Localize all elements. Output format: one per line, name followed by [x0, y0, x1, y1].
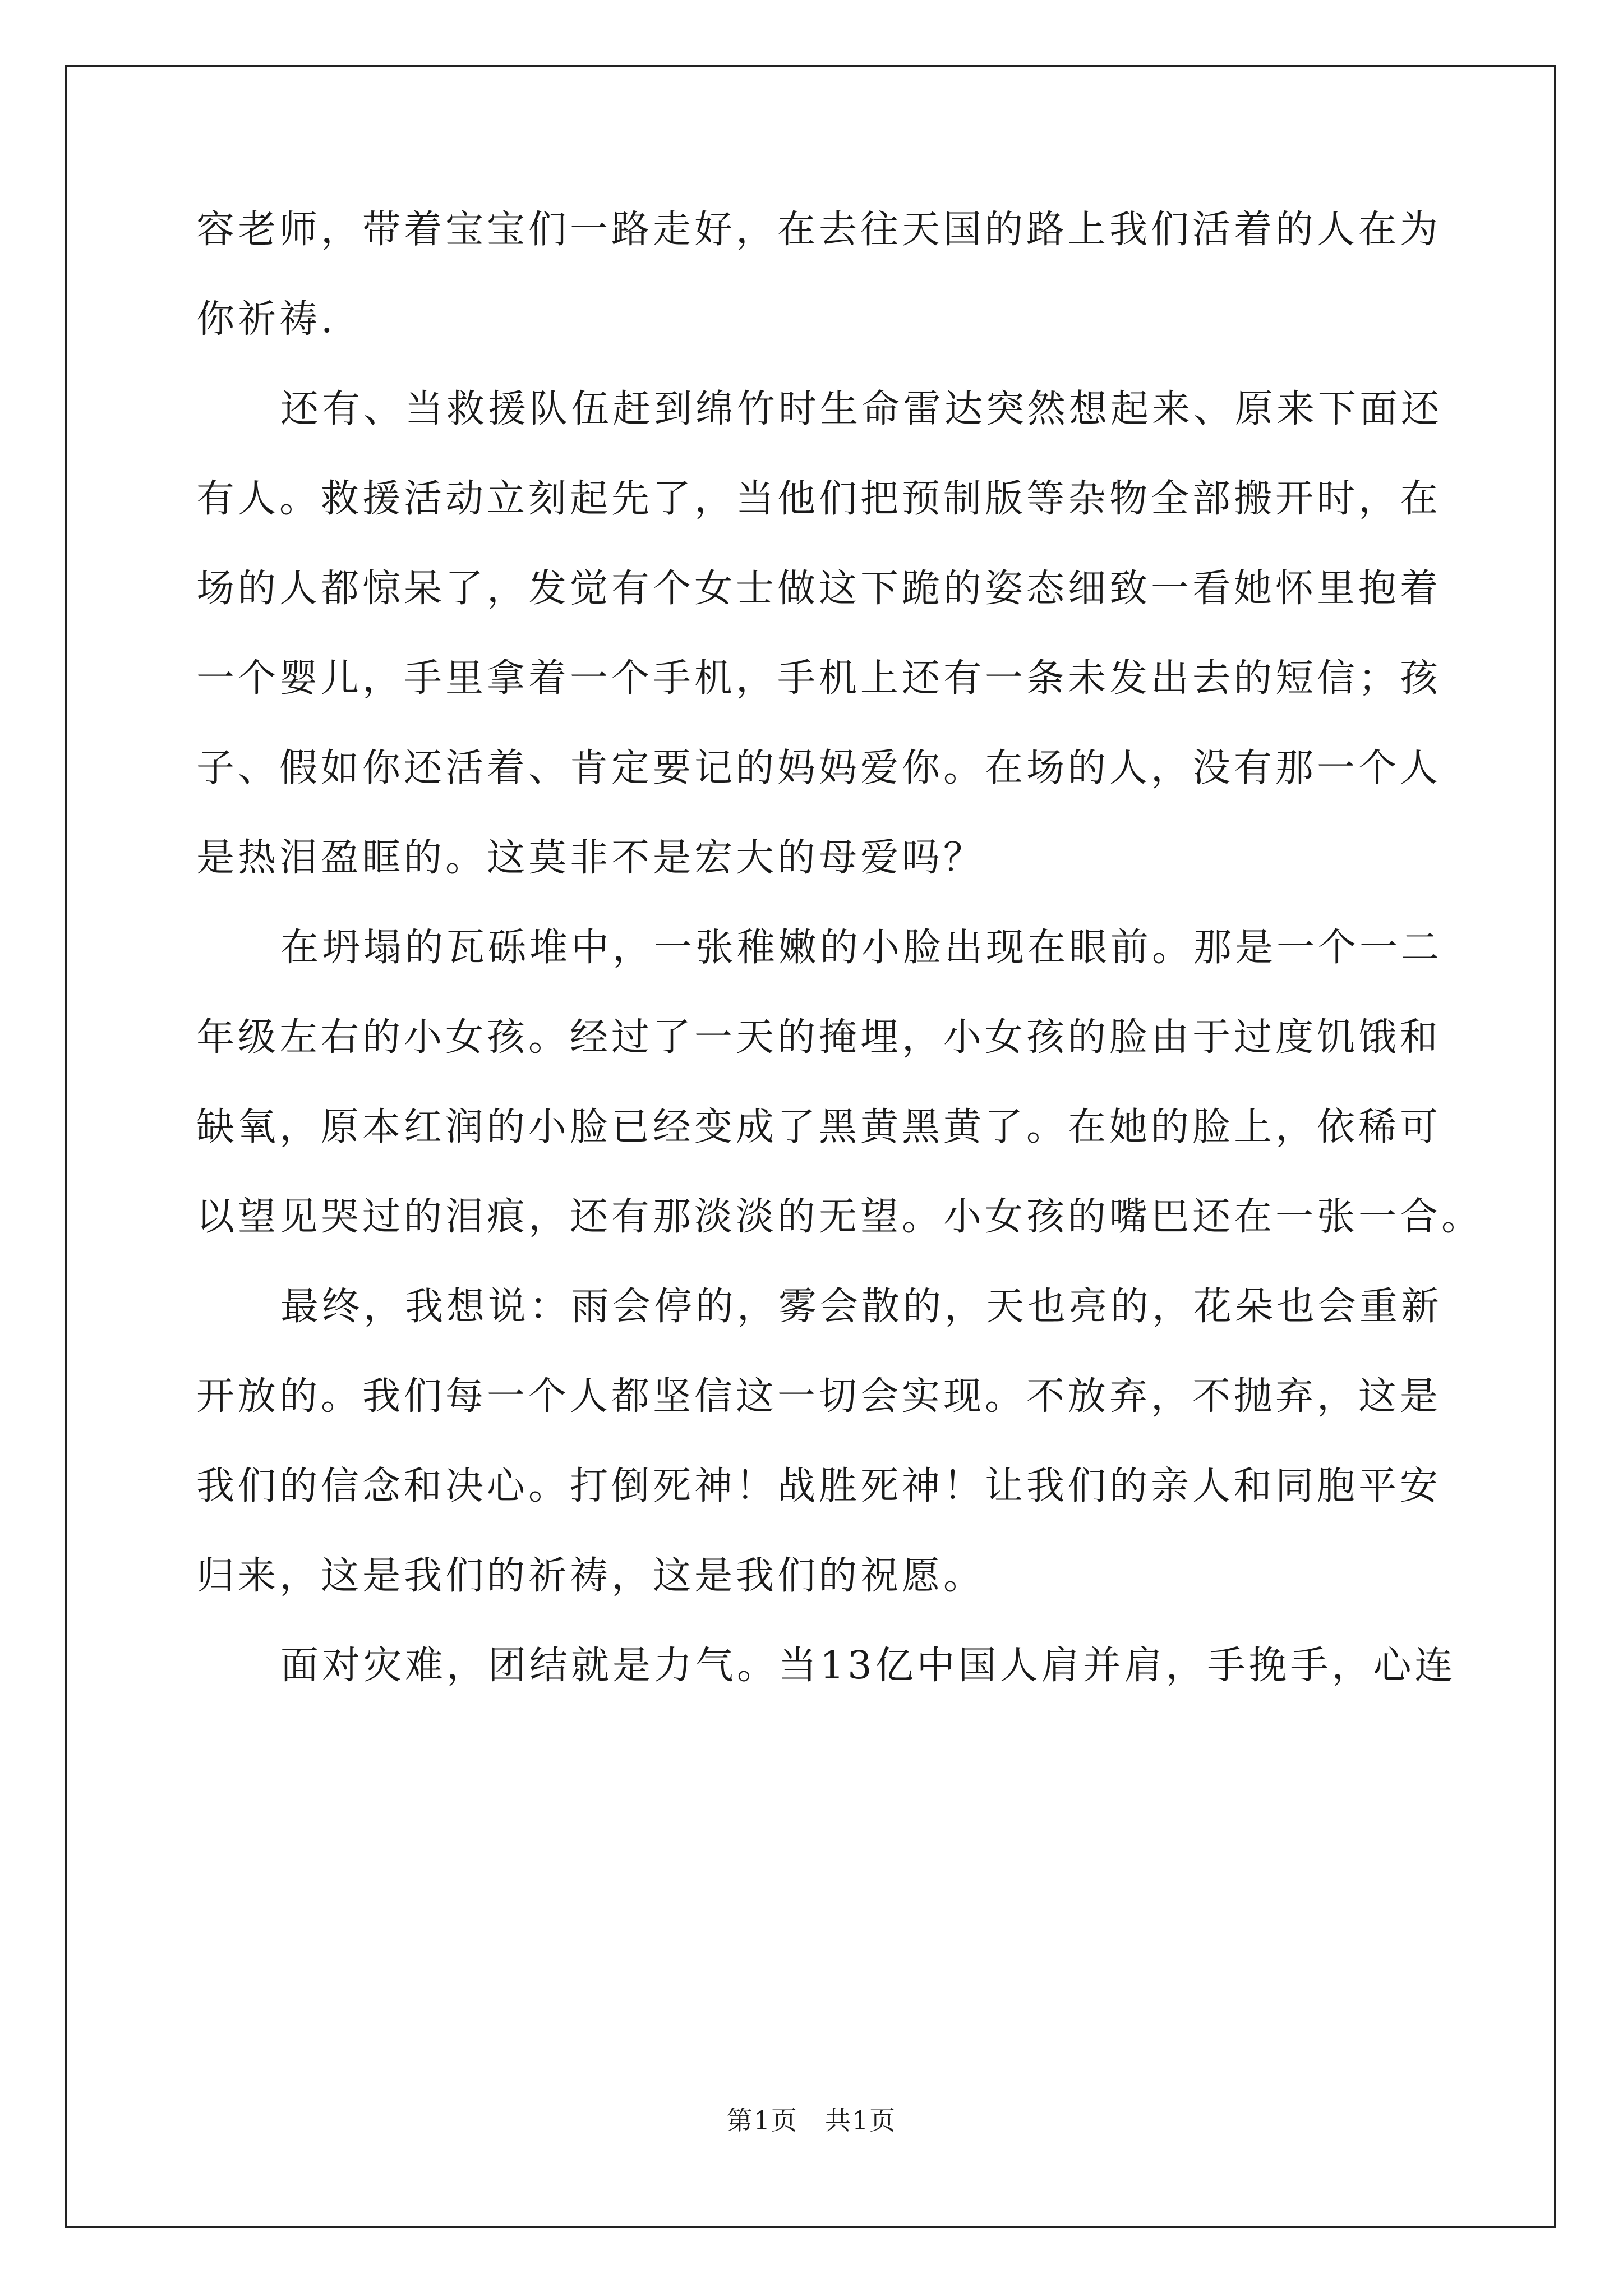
text-line: 场的人都惊呆了，发觉有个女士做这下跪的姿态细致一看她怀里抱着 — [196, 567, 1442, 611]
paragraph-start-line: 最终，我想说：雨会停的，雾会散的，天也亮的，花朵也会重新 — [280, 1285, 1443, 1329]
text-line: 一个婴儿，手里拿着一个手机，手机上还有一条未发出去的短信；孩 — [196, 656, 1442, 701]
text-line: 年级左右的小女孩。经过了一天的掩埋，小女孩的脸由于过度饥饿和 — [196, 1015, 1442, 1060]
text-line: 以望见哭过的泪痕，还有那淡淡的无望。小女孩的嘴巴还在一张一合。 — [196, 1195, 1483, 1239]
page-total: 共1页 — [825, 2105, 897, 2136]
text-line: 容老师，带着宝宝们一路走好，在去往天国的路上我们活着的人在为 — [196, 208, 1442, 252]
text-line: 有人。救援活动立刻起先了，当他们把预制版等杂物全部搬开时，在 — [196, 477, 1442, 521]
text-line: 子、假如你还活着、肯定要记的妈妈爱你。在场的人，没有那一个人 — [196, 746, 1442, 790]
paragraph-start-line: 在坍塌的瓦砾堆中，一张稚嫩的小脸出现在眼前。那是一个一二 — [280, 926, 1443, 970]
text-line: 开放的。我们每一个人都坚信这一切会实现。不放弃，不抛弃，这是 — [196, 1374, 1442, 1419]
page-number: 第1页 — [726, 2105, 798, 2136]
text-line: 你祈祷. — [196, 297, 336, 342]
page-footer — [0, 2105, 1623, 2136]
paragraph-start-line: 还有、当救援队伍赶到绵竹时生命雷达突然想起来、原来下面还 — [280, 387, 1443, 431]
text-line: 我们的信念和决心。打倒死神！战胜死神！让我们的亲人和同胞平安 — [196, 1464, 1442, 1508]
text-line: 归来，这是我们的祈祷，这是我们的祝愿。 — [196, 1554, 985, 1598]
text-line: 是热泪盈眶的。这莫非不是宏大的母爱吗？ — [196, 836, 985, 880]
text-line: 缺氧，原本红润的小脸已经变成了黑黄黑黄了。在她的脸上，依稀可 — [196, 1105, 1442, 1149]
paragraph-start-line: 面对灾难，团结就是力气。当13亿中国人肩并肩，手挽手，心连 — [280, 1644, 1456, 1688]
